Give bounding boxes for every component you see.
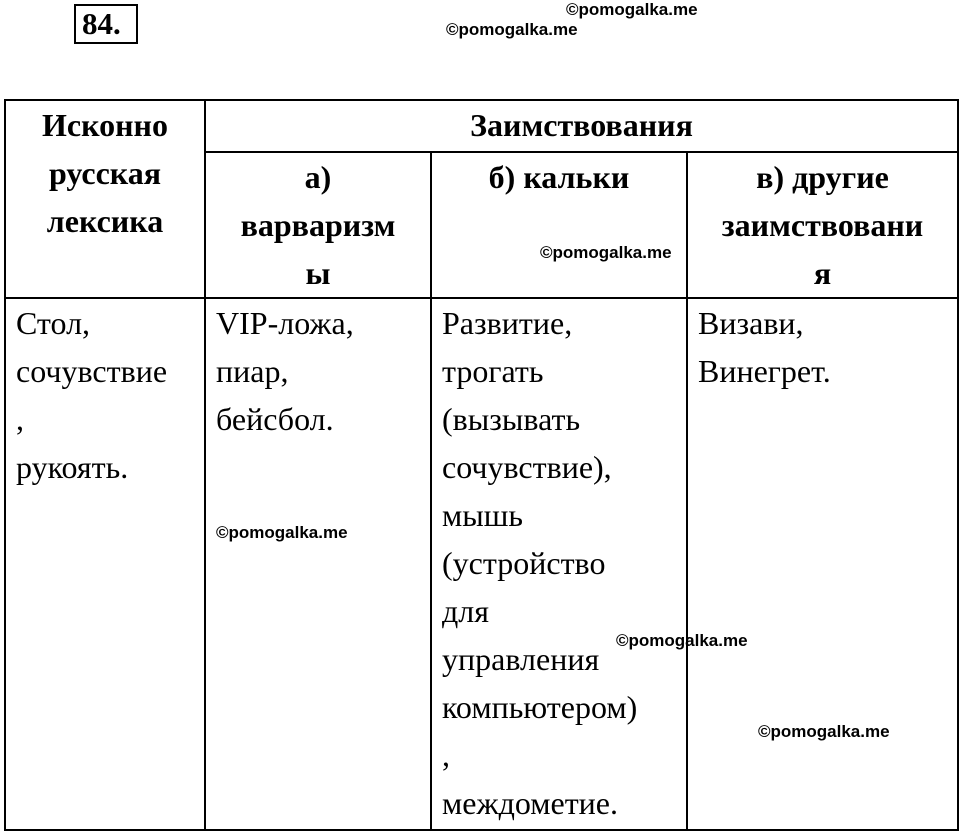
other-borrowings-header: в) другие заимствовани я (687, 152, 958, 298)
table-row (5, 298, 958, 830)
calques-cell: Развитие, трогать (вызывать сочувствие), мышь (устройство для управления компьютером) , междометие. (431, 298, 687, 830)
barbarisms-header: а) варваризм ы (205, 152, 431, 298)
watermark: ©pomogalka.me (566, 0, 698, 19)
watermark: ©pomogalka.me (216, 523, 348, 542)
exercise-number: 84. (74, 4, 138, 44)
native-lexicon-header: Исконно русская лексика (5, 100, 205, 298)
other-borrowings-cell: Визави, Винегрет. (687, 298, 958, 830)
watermark: ©pomogalka.me (540, 243, 672, 262)
borrowings-header: Заимствования (205, 100, 958, 152)
calques-header: б) кальки (431, 152, 687, 298)
native-words-cell: Стол, сочувствие , рукоять. (5, 298, 205, 830)
watermark: ©pomogalka.me (446, 20, 578, 39)
barbarisms-cell: VIP-ложа, пиар, бейсбол. (205, 298, 431, 830)
watermark: ©pomogalka.me (616, 631, 748, 650)
watermark: ©pomogalka.me (758, 722, 890, 741)
